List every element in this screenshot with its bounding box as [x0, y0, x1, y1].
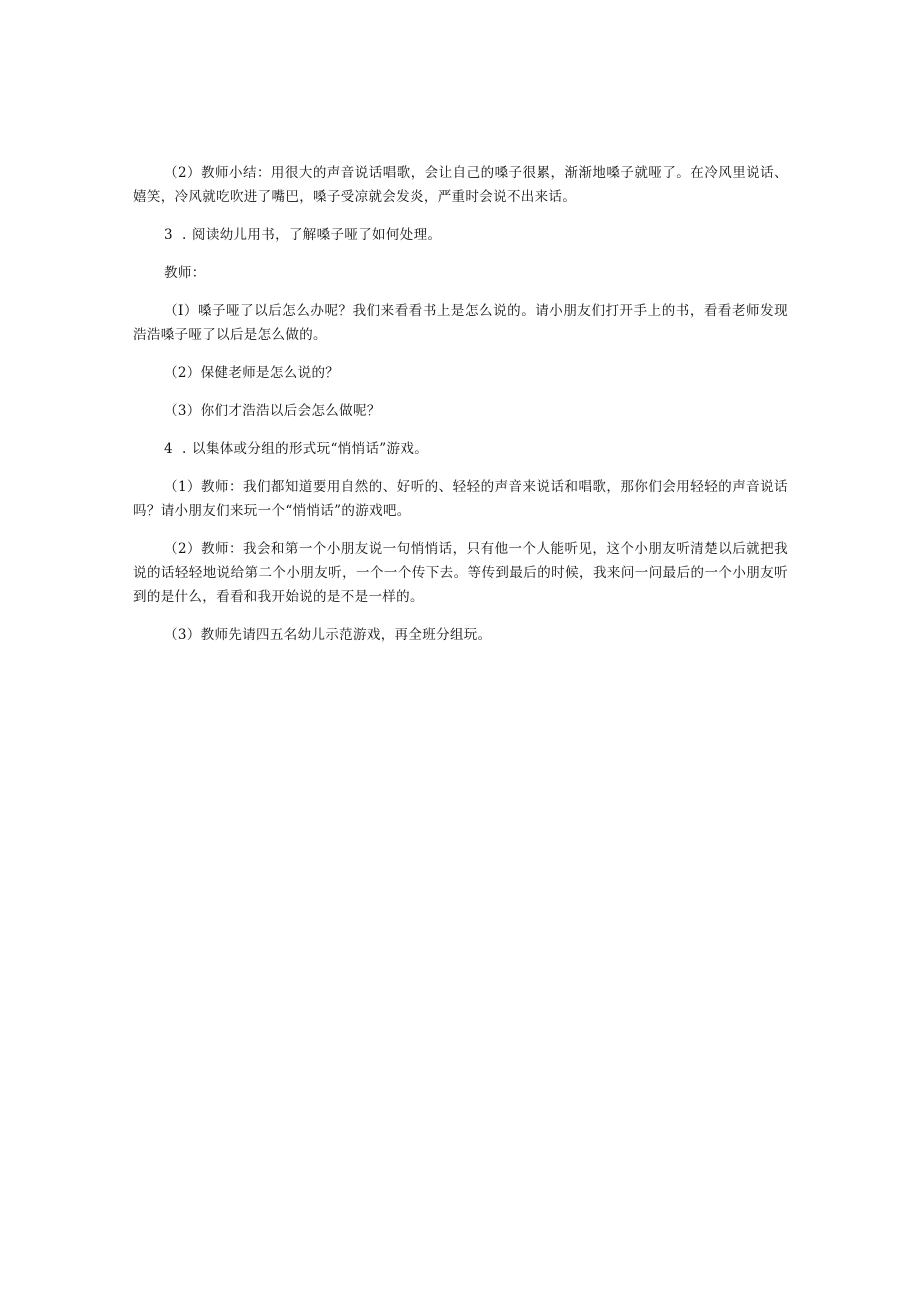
- section-heading-4: [133, 437, 788, 461]
- paragraph-game-intro: （1）教师：我们都知道要用自然的、好听的、轻轻的声音来说话和唱歌，那你们会用轻轻的声音说话吗？请小朋友们来玩一个“悄悄话”的游戏吧。: [133, 479, 788, 519]
- section-title: 阅读幼儿用书，了解嗓子哑了如何处理。: [192, 227, 442, 243]
- paragraph-question-3: （3）你们才浩浩以后会怎么做呢？: [164, 403, 381, 419]
- paragraph-question-1: （I）嗓子哑了以后怎么办呢？我们来看看书上是怎么说的。请小朋友们打开手上的书，看看老师发现浩浩嗓子哑了以后是怎么做的。: [133, 303, 788, 343]
- section-dot: .: [182, 227, 187, 243]
- section-number: 3: [164, 227, 173, 243]
- document-body: [133, 161, 788, 661]
- paragraph-teacher-label: 教师：: [164, 265, 206, 281]
- section-title: 以集体或分组的形式玩“悄悄话”游戏。: [192, 441, 429, 457]
- paragraph-game-demo: （3）教师先请四五名幼儿示范游戏，再全班分组玩。: [164, 627, 492, 643]
- paragraph-game-rules: （2）教师：我会和第一个小朋友说一句悄悄话，只有他一个人能听见，这个小朋友听清楚以后就把我说的话轻轻地说给第二个小朋友听，一个一个传下去。等传到最后的时候，我来问一问最后的一个小朋友听到的是什么，看看和我开始说的是不是一样的。: [133, 541, 788, 605]
- section-heading-3: [133, 223, 788, 247]
- paragraph-question-2: （2）保健老师是怎么说的？: [164, 365, 340, 381]
- paragraph-teacher-summary: （2）教师小结：用很大的声音说话唱歌，会让自己的嗓子很累，渐渐地嗓子就哑了。在冷风里说话、嬉笑，冷风就吃吹进了嘴巴，嗓子受凉就会发炎，严重时会说不出来话。: [133, 165, 788, 205]
- section-number: 4: [164, 441, 173, 457]
- section-dot: .: [182, 441, 187, 457]
